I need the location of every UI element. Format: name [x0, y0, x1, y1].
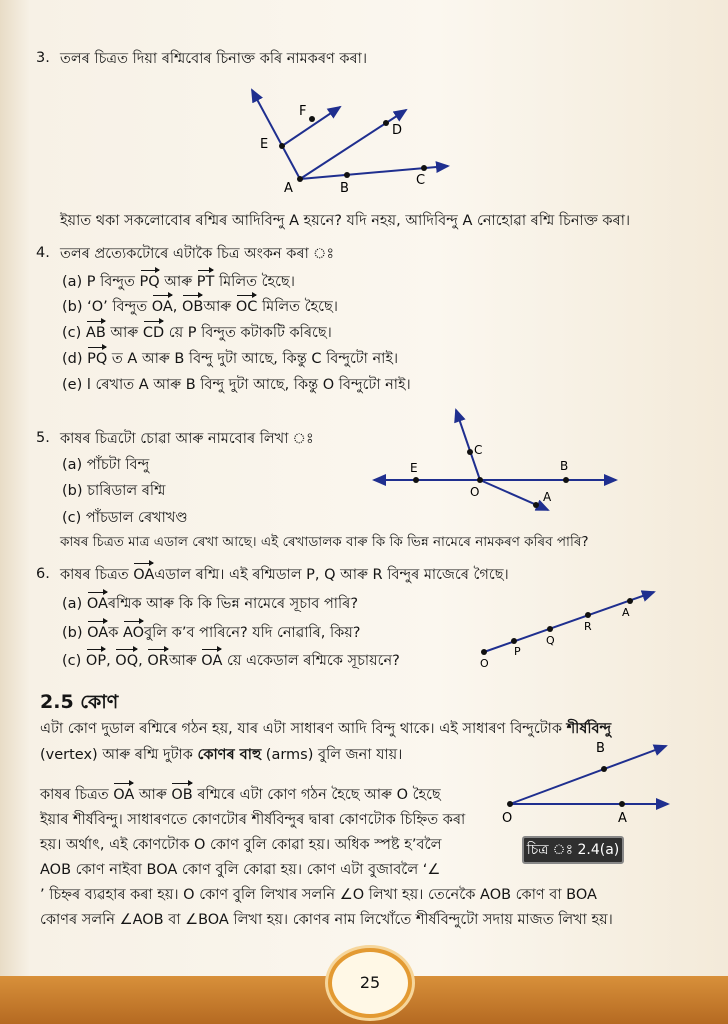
label-b: B — [340, 181, 349, 196]
q6-item-c: (c) OP, OQ, ORআৰু OA য়ে একেডাল ৰশ্মিকে সূচায়নে? — [62, 653, 400, 669]
label-b: B — [560, 459, 569, 473]
label-e: E — [410, 461, 418, 475]
label-c: C — [416, 173, 426, 188]
q4-item-e: (e) l ৰেখাত A আৰু B বিন্দু দুটা আছে, কিন্তু O বিন্দুটো নাই। — [62, 377, 411, 393]
section-p2-line3: হয়। অৰ্থাৎ, এই কোণটোক O কোণ বুলি কোৱা হয়। অধিক স্পষ্ট হ’বলৈ — [40, 837, 442, 853]
label-o: O — [480, 657, 489, 668]
label-a: A — [543, 490, 552, 504]
q5-followup: কাষৰ চিত্ৰত মাত্ৰ এডাল ৰেখা আছে। এই ৰেখাডালক বাৰু কি কি ভিন্ন নামেৰে নামকৰণ কৰিব পাৰি? — [60, 534, 589, 550]
q5-number: 5. — [36, 430, 50, 446]
q4-item-a: (a) P বিন্দুত PQ আৰু PT মিলিত হৈছে। — [62, 274, 295, 290]
section-p2-line6: কোণৰ সলনি ∠AOB বা ∠BOA লিখা হয়। কোণৰ নাম লিখোঁতে শীৰ্ষবিন্দুটো সদায় মাজত লিখা হয়। — [40, 912, 613, 928]
label-c: C — [474, 443, 483, 457]
q6-number: 6. — [36, 566, 50, 582]
q3-followup: ইয়াত থকা সকলোবোৰ ৰশ্মিৰ আদিবিন্দু A হয়নে? যদি নহয়, আদিবিন্দু A নোহোৱা ৰশ্মি চিনাক্ত কৰা। — [60, 213, 631, 229]
q4-item-c: (c) AB আৰু CD য়ে P বিন্দুত কটাকটি কৰিছে। — [62, 325, 332, 341]
q4-item-d: (d) PQ ত A আৰু B বিন্দু দুটা আছে, কিন্তু C বিন্দুটো নাই। — [62, 351, 399, 367]
q6-item-b: (b) OAক AOবুলি ক’ব পাৰিনে? যদি নোৱাৰি, কিয়? — [62, 625, 361, 641]
q3-number: 3. — [36, 50, 50, 66]
q4-text: তলৰ প্ৰত্যেকটোৰে এটাকৈ চিত্ৰ অংকন কৰা ঃ — [60, 246, 335, 262]
section-p2-line2: ইয়াৰ শীৰ্ষবিন্দু। সাধাৰণতে কোণটোৰ শীৰ্ষবিন্দুৰ দ্বাৰা কোণটোক চিহ্নিত কৰা — [40, 812, 466, 828]
page-number: 25 — [328, 948, 412, 1018]
q5-item-c: (c) পাঁচডাল ৰেখাখণ্ড — [62, 510, 188, 526]
q5-figure — [370, 406, 620, 516]
ray-ef — [282, 107, 340, 146]
label-q: Q — [546, 634, 555, 647]
section-p1-line2: (vertex) আৰু ৰশ্মি দুটাক কোণৰ বাহু (arms) বুলি জনা যায়। — [40, 747, 403, 763]
label-r: R — [584, 620, 592, 633]
label-p: P — [514, 645, 521, 658]
section-heading: 2.5 কোণ — [40, 691, 119, 713]
q4-item-b: (b) ‘O’ বিন্দুত OA, OBআৰু OC মিলিত হৈছে। — [62, 299, 338, 315]
label-a: A — [622, 606, 630, 619]
label-d: D — [392, 123, 403, 138]
label-f: F — [299, 104, 307, 119]
label-o: O — [502, 811, 513, 826]
q3-figure — [236, 82, 466, 200]
q3-text: তলৰ চিত্ৰত দিয়া ৰশ্মিবোৰ চিনাক্ত কৰি নামকৰণ কৰা। — [60, 51, 368, 67]
q4-number: 4. — [36, 245, 50, 261]
section-p1-line1: এটা কোণ দুডাল ৰশ্মিৰে গঠন হয়, যাৰ এটা সাধাৰণ আদি বিন্দু থাকে। এই সাধাৰণ বিন্দুটোক শীৰ্ষবিন্দু — [40, 721, 612, 737]
section-p2-line1: কাষৰ চিত্ৰত OA আৰু OB ৰশ্মিৰে এটা কোণ গঠন হৈছে আৰু O হৈছে — [40, 787, 441, 803]
q5-item-b: (b) চাৰিডাল ৰশ্মি — [62, 483, 166, 499]
section-p2-line5: ’ চিহ্নৰ ব্যৱহাৰ কৰা হয়। O কোণ বুলি লিখাৰ সলনি ∠O লিখা হয়। তেনেকৈ AOB কোণ বা BOA — [40, 887, 597, 903]
q6-text: কাষৰ চিত্ৰত OAএডাল ৰশ্মি। এই ৰশ্মিডাল P, Q আৰু R বিন্দুৰ মাজেৰে গৈছে। — [60, 567, 509, 583]
q6-item-a: (a) OAৰশ্মিক আৰু কি কি ভিন্ন নামেৰে সূচাব পাৰি? — [62, 596, 359, 612]
label-o: O — [470, 485, 480, 499]
q6-figure — [470, 588, 660, 668]
section-p2-line4: AOB কোণ নাইবা BOA কোণ বুলি কোৱা হয়। কোণ এটা বুজাবলৈ ‘∠ — [40, 862, 441, 878]
label-e: E — [260, 137, 269, 152]
label-a: A — [618, 811, 627, 826]
figure-caption-badge: চিত্ৰ ঃ 2.4(a) — [522, 836, 624, 864]
q5-text: কাষৰ চিত্ৰটো চোৱা আৰু নামবোৰ লিখা ঃ — [60, 431, 314, 447]
angle-figure — [496, 734, 672, 828]
ray-ae — [252, 90, 300, 179]
ray-ad — [300, 110, 406, 179]
label-a: A — [284, 181, 293, 196]
q5-item-a: (a) পাঁচটা বিন্দু — [62, 457, 150, 473]
label-b: B — [596, 741, 605, 756]
